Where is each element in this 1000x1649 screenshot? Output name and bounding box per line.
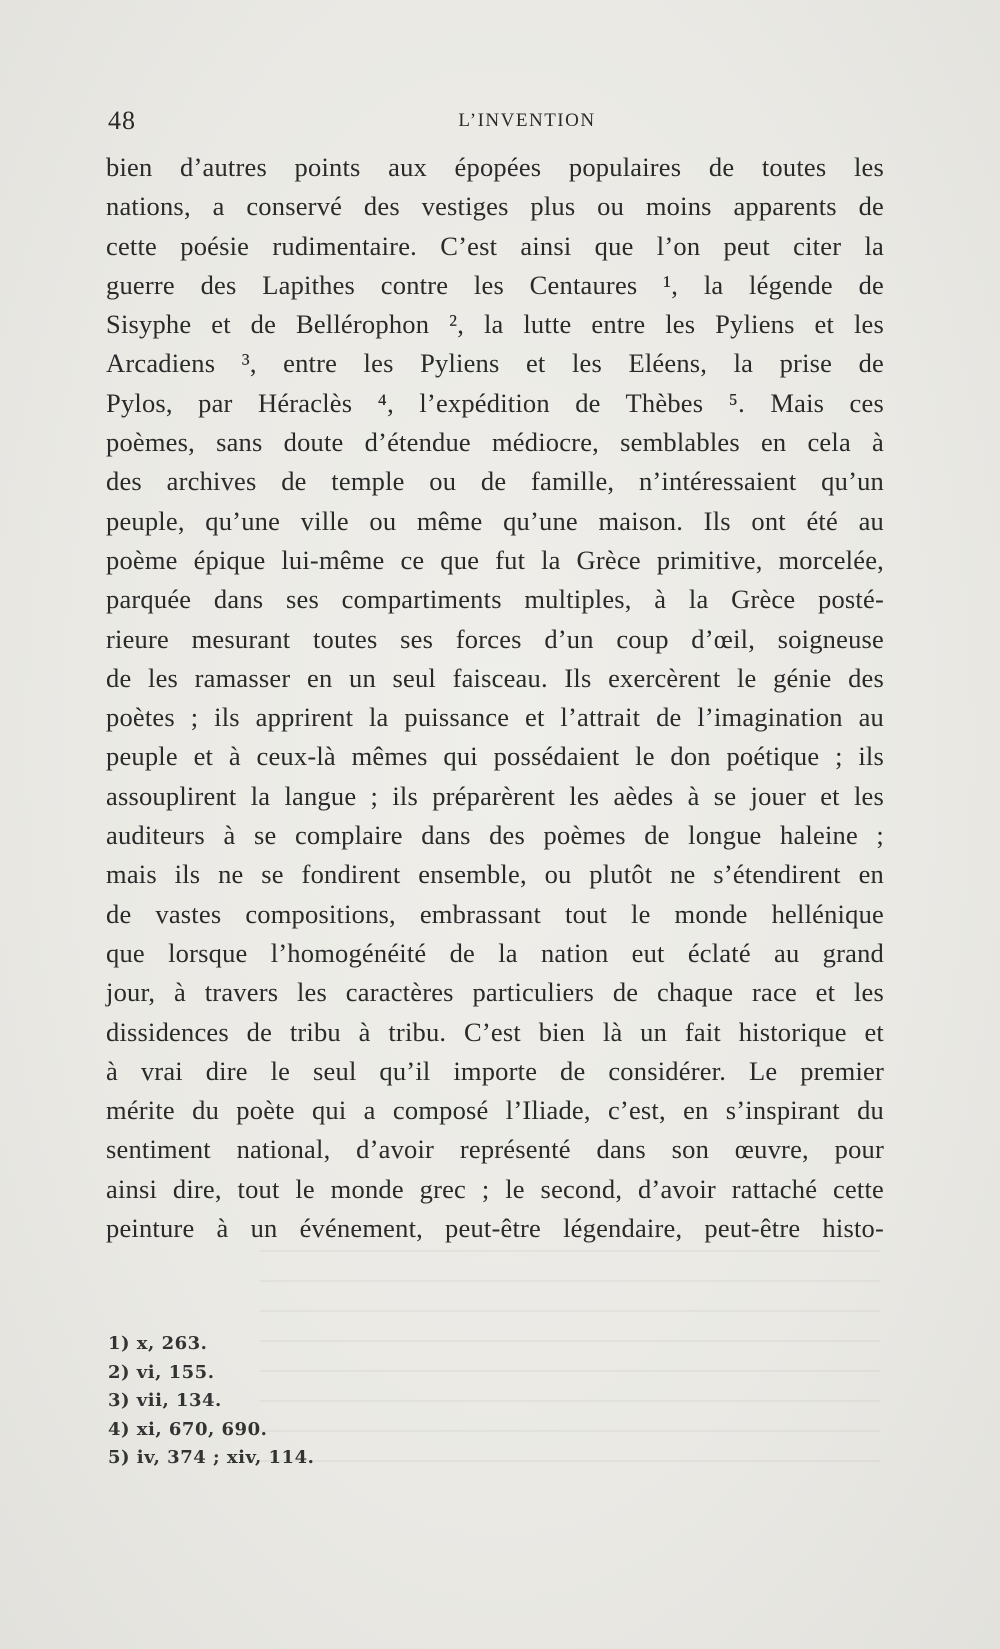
text-line: assouplirent la langue ; ils préparèrent les aèdes à se jouer et les xyxy=(106,780,884,811)
footnote: 1) x, 263. xyxy=(108,1333,208,1354)
text-line: mais ils ne se fondirent ensemble, ou plutôt ne s’étendirent en xyxy=(106,859,884,890)
footnote: 3) vii, 134. xyxy=(108,1390,222,1411)
text-line: poètes ; ils apprirent la puissance et l’attrait de l’imagination au xyxy=(106,702,884,733)
text-line: jour, à travers les caractères particuliers de chaque race et les xyxy=(106,977,884,1008)
text-line: auditeurs à se complaire dans des poèmes de longue haleine ; xyxy=(106,820,884,851)
footnote: 5) iv, 374 ; xiv, 114. xyxy=(108,1447,315,1468)
text-line: poèmes, sans doute d’étendue médiocre, semblables en cela à xyxy=(106,427,884,458)
text-line: rieure mesurant toutes ses forces d’un coup d’œil, soigneuse xyxy=(106,623,884,654)
text-line: ainsi dire, tout le monde grec ; le second, d’avoir rattaché cette xyxy=(106,1173,884,1204)
text-line: Sisyphe et de Bellérophon ², la lutte entre les Pyliens et les xyxy=(106,309,884,340)
text-line: mérite du poète qui a composé l’Iliade, c’est, en s’inspirant du xyxy=(106,1095,884,1126)
footnotes xyxy=(108,1330,508,1473)
text-line: sentiment national, d’avoir représenté dans son œuvre, pour xyxy=(106,1134,884,1165)
text-line: poème épique lui-même ce que fut la Grèce primitive, morcelée, xyxy=(106,544,884,575)
text-line: à vrai dire le seul qu’il importe de considérer. Le premier xyxy=(106,1055,884,1086)
text-line: bien d’autres points aux épopées populaires de toutes les xyxy=(106,152,884,182)
text-line: parquée dans ses compartiments multiples, à la Grèce posté- xyxy=(106,584,884,615)
text-line: que lorsque l’homogénéité de la nation eut éclaté au grand xyxy=(106,937,884,968)
body-text xyxy=(106,148,884,1248)
text-line: peinture à un événement, peut-être légendaire, peut-être histo- xyxy=(106,1213,884,1244)
footnote: 4) xi, 670, 690. xyxy=(108,1418,268,1440)
text-line: nations, a conservé des vestiges plus ou moins apparents de xyxy=(106,191,884,222)
text-line: de les ramasser en un seul faisceau. Ils exercèrent le génie des xyxy=(106,662,884,693)
text-line: peuple, qu’une ville ou même qu’une maison. Ils ont été au xyxy=(106,505,884,536)
page-number: 48 xyxy=(108,106,136,135)
footnote: 2) vi, 155. xyxy=(108,1361,215,1383)
text-line: des archives de temple ou de famille, n’intéressaient qu’un xyxy=(106,466,884,497)
text-line: Pylos, par Héraclès ⁴, l’expédition de Thèbes ⁵. Mais ces xyxy=(106,387,884,418)
text-line: Arcadiens ³, entre les Pyliens et les Eléens, la prise de xyxy=(106,348,884,379)
text-line: guerre des Lapithes contre les Centaures ¹, la légende de xyxy=(106,269,884,300)
text-line: de vastes compositions, embrassant tout le monde hellénique xyxy=(106,898,884,929)
text-line: peuple et à ceux-là mêmes qui possédaient le don poétique ; ils xyxy=(106,741,884,772)
text-line: cette poésie rudimentaire. C’est ainsi que l’on peut citer la xyxy=(106,230,884,261)
running-title: L’INVENTION xyxy=(458,110,596,131)
text-line: dissidences de tribu à tribu. C’est bien là un fait historique et xyxy=(106,1016,884,1047)
page-header xyxy=(108,106,876,136)
